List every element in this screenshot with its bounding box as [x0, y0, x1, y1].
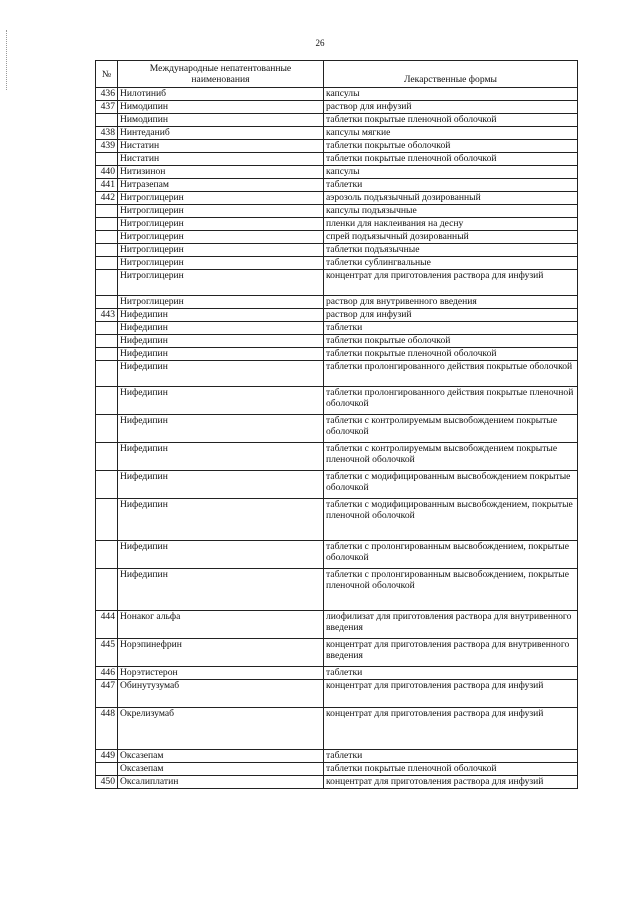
row-number-cell — [96, 499, 118, 541]
dosage-form-cell: таблетки с модифицированным высвобождением покрытые оболочкой — [324, 471, 578, 499]
row-number-cell: 449 — [96, 750, 118, 763]
dosage-form-cell: таблетки пролонгированного действия покрытые оболочкой — [324, 361, 578, 387]
drug-name-cell: Норэтистерон — [118, 667, 324, 680]
row-number-cell — [96, 443, 118, 471]
drug-name-cell: Нифедипин — [118, 309, 324, 322]
row-number-cell — [96, 322, 118, 335]
table-row — [96, 499, 578, 541]
table-row — [96, 569, 578, 611]
row-number-cell: 439 — [96, 140, 118, 153]
dosage-form-cell: пленки для наклеивания на десну — [324, 218, 578, 231]
drug-name-cell: Нифедипин — [118, 387, 324, 415]
dosage-form-cell: таблетки покрытые оболочкой — [324, 335, 578, 348]
dosage-form-cell: раствор для внутривенного введения — [324, 296, 578, 309]
dosage-form-cell: капсулы — [324, 166, 578, 179]
dosage-form-cell: таблетки с контролируемым высвобождением покрытые пленочной оболочкой — [324, 443, 578, 471]
row-number-cell — [96, 361, 118, 387]
table-row — [96, 750, 578, 763]
table-row — [96, 205, 578, 218]
table-row — [96, 387, 578, 415]
drug-name-cell: Нонаког альфа — [118, 611, 324, 639]
dosage-form-cell: таблетки с модифицированным высвобождением, покрытые пленочной оболочкой — [324, 499, 578, 541]
drug-name-cell: Нитроглицерин — [118, 244, 324, 257]
row-number-cell — [96, 244, 118, 257]
row-number-cell: 446 — [96, 667, 118, 680]
drug-name-cell: Нитроглицерин — [118, 192, 324, 205]
row-number-cell: 436 — [96, 88, 118, 101]
dosage-form-cell: таблетки — [324, 322, 578, 335]
drug-name-cell: Нифедипин — [118, 361, 324, 387]
row-number-cell — [96, 471, 118, 499]
dosage-form-cell: капсулы — [324, 88, 578, 101]
drug-name-cell: Нитроглицерин — [118, 231, 324, 244]
table-row — [96, 166, 578, 179]
dosage-form-cell: аэрозоль подъязычный дозированный — [324, 192, 578, 205]
table-row — [96, 680, 578, 708]
dosage-form-cell: таблетки покрытые оболочкой — [324, 140, 578, 153]
table-row — [96, 763, 578, 776]
page-number: 26 — [315, 38, 325, 48]
row-number-cell — [96, 153, 118, 166]
table-row — [96, 296, 578, 309]
drug-name-cell: Норэпинефрин — [118, 639, 324, 667]
dosage-form-cell: таблетки покрытые пленочной оболочкой — [324, 114, 578, 127]
drug-name-cell: Нифедипин — [118, 348, 324, 361]
row-number-cell — [96, 348, 118, 361]
dosage-form-cell: концентрат для приготовления раствора для внутривенного введения — [324, 639, 578, 667]
dosage-form-cell: таблетки с пролонгированным высвобождением, покрытые оболочкой — [324, 541, 578, 569]
drug-name-cell: Нимодипин — [118, 114, 324, 127]
drug-name-cell: Нифедипин — [118, 541, 324, 569]
drug-name-cell: Нитроглицерин — [118, 296, 324, 309]
drug-name-cell: Оксазепам — [118, 763, 324, 776]
table-row — [96, 179, 578, 192]
row-number-cell: 438 — [96, 127, 118, 140]
drug-name-cell: Окрелизумаб — [118, 708, 324, 750]
drug-name-cell: Нистатин — [118, 140, 324, 153]
table-row — [96, 218, 578, 231]
dosage-form-cell: таблетки покрытые пленочной оболочкой — [324, 348, 578, 361]
row-number-cell — [96, 335, 118, 348]
row-number-cell — [96, 114, 118, 127]
table-row — [96, 639, 578, 667]
dosage-form-cell: раствор для инфузий — [324, 101, 578, 114]
row-number-cell: 443 — [96, 309, 118, 322]
drug-name-cell: Оксалиплатин — [118, 776, 324, 789]
table-row — [96, 708, 578, 750]
header-num: № — [96, 61, 118, 88]
table-row — [96, 361, 578, 387]
table-row — [96, 335, 578, 348]
drug-name-cell: Нинтеданиб — [118, 127, 324, 140]
dosage-form-cell: раствор для инфузий — [324, 309, 578, 322]
table-row — [96, 231, 578, 244]
drug-name-cell: Нифедипин — [118, 335, 324, 348]
drug-table — [95, 60, 578, 789]
row-number-cell: 450 — [96, 776, 118, 789]
table-row — [96, 192, 578, 205]
table-row — [96, 776, 578, 789]
dosage-form-cell: лиофилизат для приготовления раствора для внутривенного введения — [324, 611, 578, 639]
row-number-cell: 441 — [96, 179, 118, 192]
row-number-cell — [96, 763, 118, 776]
table-row — [96, 471, 578, 499]
table-row — [96, 270, 578, 296]
table-row — [96, 114, 578, 127]
row-number-cell: 447 — [96, 680, 118, 708]
table-row — [96, 127, 578, 140]
dosage-form-cell: таблетки покрытые пленочной оболочкой — [324, 153, 578, 166]
dosage-form-cell: таблетки с пролонгированным высвобождением, покрытые пленочной оболочкой — [324, 569, 578, 611]
table-row — [96, 443, 578, 471]
dosage-form-cell: таблетки покрытые пленочной оболочкой — [324, 763, 578, 776]
dosage-form-cell: таблетки сублингвальные — [324, 257, 578, 270]
row-number-cell: 448 — [96, 708, 118, 750]
row-number-cell — [96, 296, 118, 309]
table-row — [96, 88, 578, 101]
row-number-cell: 437 — [96, 101, 118, 114]
header-name: Международные непатентованные наименования — [118, 61, 324, 88]
table-row — [96, 322, 578, 335]
row-number-cell: 440 — [96, 166, 118, 179]
row-number-cell: 442 — [96, 192, 118, 205]
header-form: Лекарственные формы — [324, 61, 578, 88]
drug-name-cell: Нифедипин — [118, 499, 324, 541]
dosage-form-cell: спрей подъязычный дозированный — [324, 231, 578, 244]
row-number-cell: 444 — [96, 611, 118, 639]
dosage-form-cell: концентрат для приготовления раствора для инфузий — [324, 776, 578, 789]
drug-name-cell: Нитроглицерин — [118, 270, 324, 296]
drug-name-cell: Нифедипин — [118, 471, 324, 499]
row-number-cell — [96, 569, 118, 611]
table-row — [96, 611, 578, 639]
row-number-cell — [96, 205, 118, 218]
table-row — [96, 153, 578, 166]
drug-name-cell: Нифедипин — [118, 322, 324, 335]
dosage-form-cell: таблетки пролонгированного действия покрытые пленочной оболочкой — [324, 387, 578, 415]
drug-name-cell: Нифедипин — [118, 415, 324, 443]
table-row — [96, 140, 578, 153]
drug-name-cell: Нифедипин — [118, 443, 324, 471]
row-number-cell — [96, 387, 118, 415]
table-row — [96, 348, 578, 361]
table-row — [96, 309, 578, 322]
table-row — [96, 257, 578, 270]
dosage-form-cell: таблетки с контролируемым высвобождением покрытые оболочкой — [324, 415, 578, 443]
row-number-cell — [96, 415, 118, 443]
dosage-form-cell: капсулы мягкие — [324, 127, 578, 140]
drug-name-cell: Нифедипин — [118, 569, 324, 611]
drug-name-cell: Нимодипин — [118, 101, 324, 114]
table-row — [96, 541, 578, 569]
drug-name-cell: Нистатин — [118, 153, 324, 166]
drug-name-cell: Нитразепам — [118, 179, 324, 192]
drug-name-cell: Оксазепам — [118, 750, 324, 763]
dosage-form-cell: концентрат для приготовления раствора для инфузий — [324, 680, 578, 708]
dosage-form-cell: капсулы подъязычные — [324, 205, 578, 218]
dosage-form-cell: концентрат для приготовления раствора для инфузий — [324, 708, 578, 750]
table-row — [96, 244, 578, 257]
dosage-form-cell: таблетки — [324, 750, 578, 763]
row-number-cell — [96, 218, 118, 231]
row-number-cell — [96, 541, 118, 569]
row-number-cell — [96, 270, 118, 296]
drug-name-cell: Нитроглицерин — [118, 218, 324, 231]
row-number-cell: 445 — [96, 639, 118, 667]
drug-name-cell: Нилотиниб — [118, 88, 324, 101]
row-number-cell — [96, 231, 118, 244]
drug-name-cell: Нитизинон — [118, 166, 324, 179]
row-number-cell — [96, 257, 118, 270]
dosage-form-cell: таблетки подъязычные — [324, 244, 578, 257]
drug-name-cell: Нитроглицерин — [118, 257, 324, 270]
table-header-row — [96, 61, 578, 88]
table-row — [96, 415, 578, 443]
drug-name-cell: Нитроглицерин — [118, 205, 324, 218]
dosage-form-cell: таблетки — [324, 667, 578, 680]
dosage-form-cell: таблетки — [324, 179, 578, 192]
dosage-form-cell: концентрат для приготовления раствора для инфузий — [324, 270, 578, 296]
table-row — [96, 667, 578, 680]
table-row — [96, 101, 578, 114]
drug-name-cell: Обинутузумаб — [118, 680, 324, 708]
